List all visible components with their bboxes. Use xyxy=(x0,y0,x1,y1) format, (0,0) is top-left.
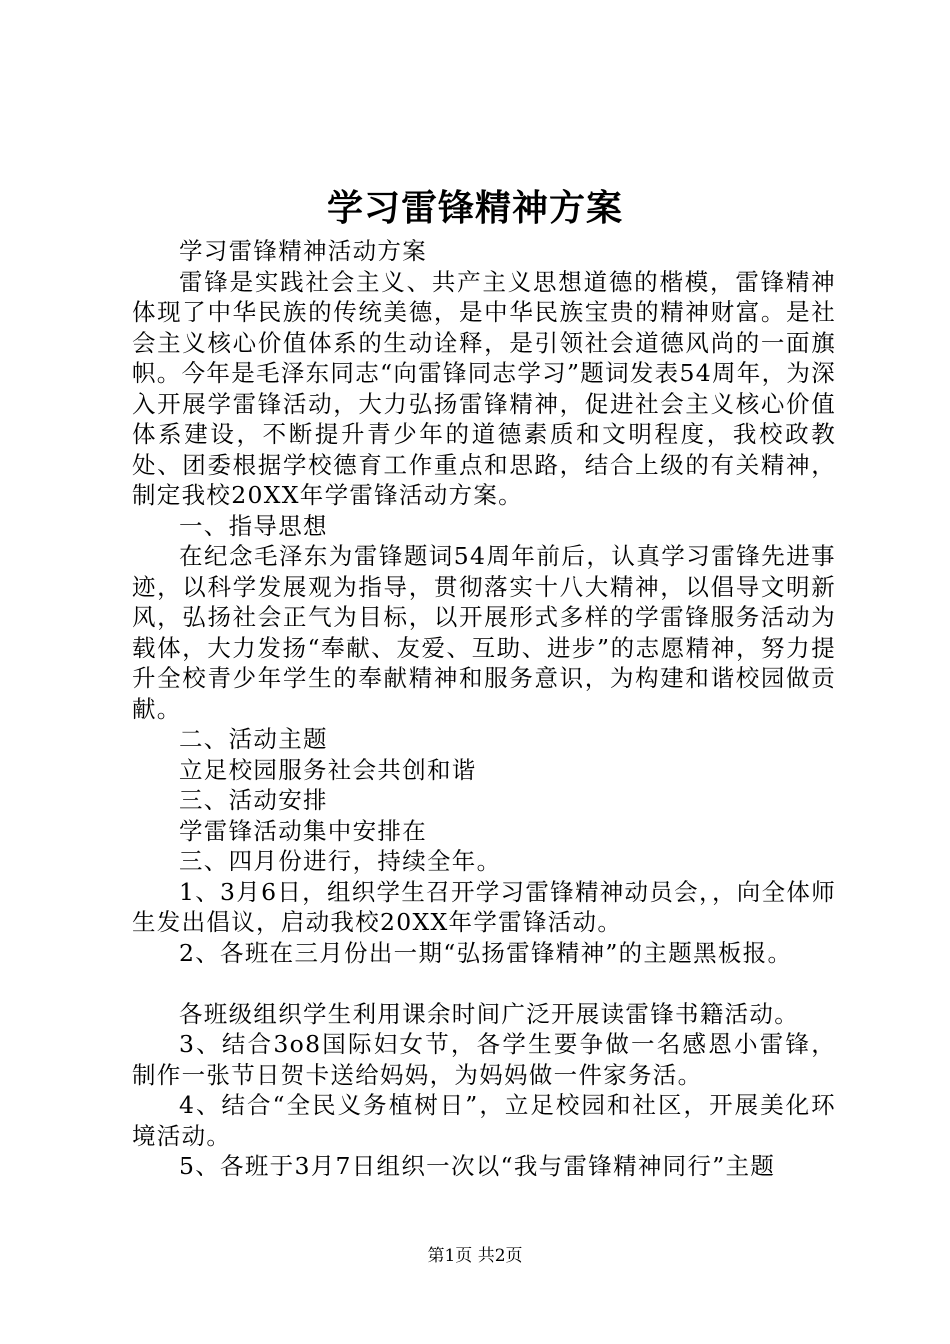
paragraph: 各班级组织学生利用课余时间广泛开展读雷锋书籍活动。 xyxy=(179,999,799,1028)
list-item: 1、3月6日，组织学生召开学习雷锋精神动员会，，向全体师生发出倡议，启动我校20XX年学雷锋活动。 xyxy=(132,877,837,936)
list-item: 3、结合3o8国际妇女节，各学生要争做一名感恩小雷锋，制作一张节日贺卡送给妈妈，为妈妈做一件家务活。 xyxy=(132,1030,836,1089)
list-item: 4、结合“全民义务植树日”，立足校园和社区，开展美化环境活动。 xyxy=(132,1091,836,1150)
paragraph: 在纪念毛泽东为雷锋题词54周年前后，认真学习雷锋先进事迹，以科学发展观为指导，贯彻落实十八大精神，以倡导文明新风，弘扬社会正气为目标，以开展形式多样的学雷锋服务活动为载体，大力发扬“奉献、友爱、互助、进步”的志愿精神，努力提升全校青少年学生的奉献精神和服务意识，为构建和谐校园做贡献。 xyxy=(132,542,836,723)
document-body xyxy=(132,236,836,1182)
blank-line xyxy=(132,968,836,999)
list-item: 2、各班在三月份出一期“弘扬雷锋精神”的主题黑板报。 xyxy=(179,938,793,967)
section-heading: 一、指导思想 xyxy=(179,511,328,540)
paragraph: 学习雷锋精神活动方案 xyxy=(179,237,427,265)
paragraph: 雷锋是实践社会主义、共产主义思想道德的楷模，雷锋精神体现了中华民族的传统美德，是中华民族宝贵的精神财富。是社会主义核心价值体系的生动诠释，是引领社会道德风尚的一面旗帜。今年是毛泽东同志“向雷锋同志学习”题词发表54周年，为深入开展学雷锋活动，大力弘扬雷锋精神，促进社会主义核心价值体系建设，不断提升青少年的道德素质和文明程度，我校政教处、团委根据学校德育工作重点和思路，结合上级的有关精神，制定我校20XX年学雷锋活动方案。 xyxy=(132,267,836,509)
section-heading: 三、活动安排 xyxy=(179,786,328,814)
page-footer: 第1页 共2页 xyxy=(427,1246,523,1266)
paragraph: 立足校园服务社会共创和谐 xyxy=(179,755,477,784)
section-heading: 二、活动主题 xyxy=(179,725,328,753)
list-item: 5、各班于3月7日组织一次以“我与雷锋精神同行”主题 xyxy=(179,1152,776,1180)
paragraph: 三、四月份进行，持续全年。 xyxy=(179,847,502,875)
document-title: 学习雷锋精神方案 xyxy=(326,187,623,229)
paragraph: 学雷锋活动集中安排在 xyxy=(179,816,427,845)
